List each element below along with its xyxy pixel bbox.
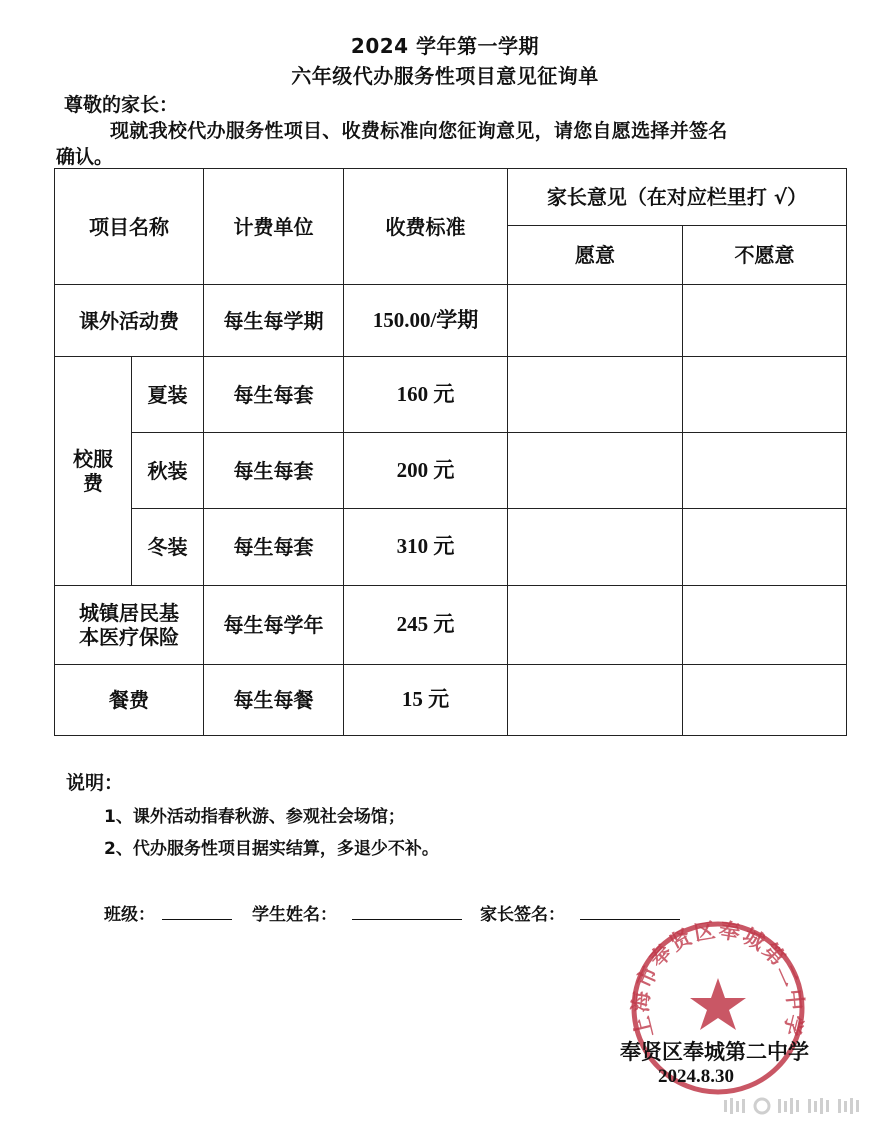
row-item-name [55, 586, 204, 665]
table-row [55, 433, 847, 509]
student-name-label: 学生姓名： [252, 905, 337, 925]
agree-checkbox-cell[interactable] [508, 285, 683, 357]
header-item-name: 项目名称 [55, 169, 204, 285]
row-fee: 310 元 [344, 509, 508, 586]
row-item-name: 餐费 [55, 665, 204, 736]
table-row [55, 665, 847, 736]
table-row [55, 586, 847, 665]
item-name-line2: 本医疗保险 [79, 625, 179, 649]
row-item-name: 秋装 [132, 433, 204, 509]
row-billing-unit: 每生每餐 [204, 665, 344, 736]
parent-signature-label: 家长签名： [480, 905, 565, 925]
agree-checkbox-cell[interactable] [508, 433, 683, 509]
row-billing-unit: 每生每套 [204, 357, 344, 433]
disagree-checkbox-cell[interactable] [683, 509, 847, 586]
row-item-name: 课外活动费 [55, 285, 204, 357]
greeting: 尊敬的家长： [64, 94, 179, 116]
header-disagree: 不愿意 [683, 226, 847, 285]
row-group-uniform [55, 357, 132, 586]
disagree-checkbox-cell[interactable] [683, 665, 847, 736]
row-billing-unit: 每生每学期 [204, 285, 344, 357]
notes-title: 说明： [66, 772, 124, 794]
header-agree: 愿意 [508, 226, 683, 285]
row-billing-unit: 每生每学年 [204, 586, 344, 665]
row-item-name: 冬装 [132, 509, 204, 586]
disagree-checkbox-cell[interactable] [683, 433, 847, 509]
item-name-line1: 城镇居民基 [79, 601, 179, 625]
group-label-line1: 校服 [73, 447, 113, 471]
row-item-name: 夏装 [132, 357, 204, 433]
watermark-icon [722, 1096, 872, 1116]
header-parent-opinion: 家长意见（在对应栏里打 √） [508, 169, 847, 226]
disagree-checkbox-cell[interactable] [683, 586, 847, 665]
class-field[interactable] [162, 919, 232, 920]
row-billing-unit: 每生每套 [204, 433, 344, 509]
row-fee: 200 元 [344, 433, 508, 509]
agree-checkbox-cell[interactable] [508, 665, 683, 736]
agree-checkbox-cell[interactable] [508, 509, 683, 586]
disagree-checkbox-cell[interactable] [683, 285, 847, 357]
class-label: 班级： [104, 905, 155, 925]
fee-opinion-table [54, 168, 847, 736]
school-name: 奉贤区奉城第二中学 [620, 1040, 809, 1064]
row-fee: 160 元 [344, 357, 508, 433]
note-item: 1、课外活动指春秋游、参观社会场馆； [104, 807, 405, 827]
row-fee: 150.00/学期 [344, 285, 508, 357]
note-item: 2、代办服务性项目据实结算，多退少不补。 [104, 839, 439, 859]
row-fee: 245 元 [344, 586, 508, 665]
issue-date: 2024.8.30 [658, 1066, 734, 1087]
row-billing-unit: 每生每套 [204, 509, 344, 586]
svg-text:上海市奉贤区奉城第二中学: 上海市奉贤区奉城第二中学 [628, 918, 808, 1041]
table-row [55, 285, 847, 357]
form-title-term: 2024 学年第一学期 [350, 34, 540, 58]
row-fee: 15 元 [344, 665, 508, 736]
intro-text-line1: 现就我校代办服务性项目、收费标准向您征询意见，请您自愿选择并签名 [110, 120, 728, 142]
agree-checkbox-cell[interactable] [508, 586, 683, 665]
table-row [55, 509, 847, 586]
group-label-line2: 费 [83, 471, 103, 495]
header-fee-standard: 收费标准 [344, 169, 508, 285]
student-name-field[interactable] [352, 919, 462, 920]
header-billing-unit: 计费单位 [204, 169, 344, 285]
disagree-checkbox-cell[interactable] [683, 357, 847, 433]
intro-text-line2: 确认。 [56, 146, 114, 168]
agree-checkbox-cell[interactable] [508, 357, 683, 433]
table-row [55, 357, 847, 433]
form-title: 六年级代办服务性项目意见征询单 [291, 64, 599, 88]
